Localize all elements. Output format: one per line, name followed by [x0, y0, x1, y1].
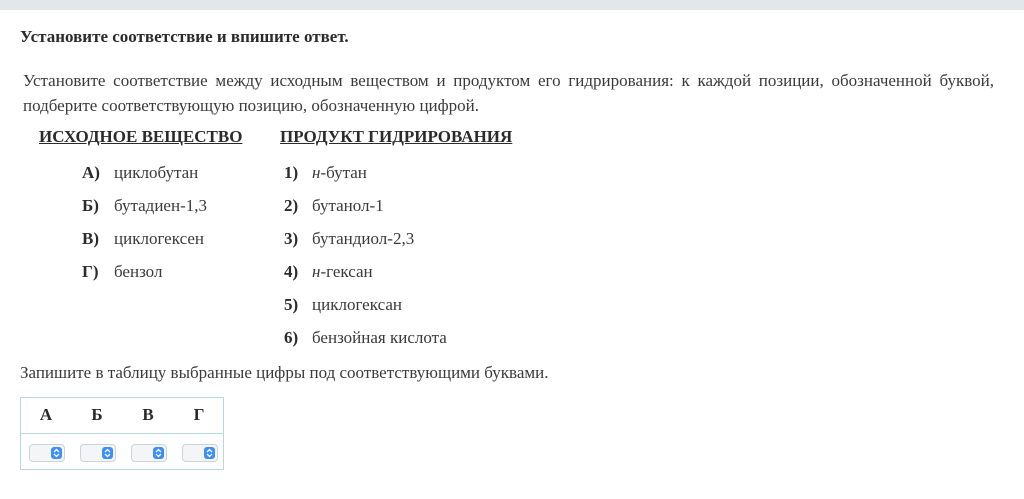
answer-select-a[interactable]	[29, 444, 65, 462]
product-name: циклогексан	[312, 295, 402, 314]
substance-row-v	[82, 227, 204, 251]
substance-name: бутадиен-1,3	[114, 196, 207, 215]
answer-letter-a: А	[39, 405, 53, 424]
answer-select-g[interactable]	[182, 444, 218, 462]
updown-chevron-icon	[51, 447, 62, 459]
product-row-6	[284, 326, 447, 350]
substance-row-g	[82, 260, 162, 284]
updown-chevron-icon	[153, 447, 164, 459]
product-row-4	[284, 260, 373, 284]
substance-letter: В)	[82, 229, 99, 248]
answer-table-header	[21, 398, 223, 434]
product-row-2	[284, 194, 384, 218]
product-number: 1)	[284, 163, 299, 182]
substance-letter: Г)	[82, 262, 99, 281]
substance-row-b	[82, 194, 207, 218]
product-name: бутанол-1	[312, 196, 384, 215]
substance-name: бензол	[114, 262, 163, 281]
answer-letter-v: В	[142, 405, 154, 424]
substance-name: циклогексен	[114, 229, 204, 248]
product-name: бензойная кислота	[312, 328, 447, 347]
task-instruction: Установите соответствие между исходным веществом и продуктом его гидрирования: к каждой позиции, обозначенной буквой, подберите соответствующую позицию, обозначенную цифрой.	[23, 71, 994, 115]
updown-chevron-icon	[102, 447, 113, 459]
answer-table	[20, 397, 224, 470]
substance-letter: А)	[82, 163, 100, 182]
product-number: 5)	[284, 295, 299, 314]
answer-select-v[interactable]	[131, 444, 167, 462]
substance-row-a	[82, 161, 198, 185]
product-number: 4)	[284, 262, 299, 281]
product-name: бутандиол-2,3	[312, 229, 415, 248]
answer-instruction: Запишите в таблицу выбранные цифры под соответствующими буквами.	[20, 363, 549, 382]
product-prefix: н	[312, 262, 321, 281]
product-number: 3)	[284, 229, 299, 248]
top-bar	[0, 0, 1024, 10]
substance-name: циклобутан	[114, 163, 199, 182]
product-name: -гексан	[320, 262, 373, 281]
product-row-1	[284, 161, 367, 185]
task-heading: Установите соответствие и впишите ответ.	[20, 27, 349, 46]
product-prefix: н	[312, 163, 321, 182]
updown-chevron-icon	[204, 447, 215, 459]
product-number: 6)	[284, 328, 299, 347]
answer-letter-b: Б	[91, 405, 103, 424]
product-row-3	[284, 227, 414, 251]
answer-select-b[interactable]	[80, 444, 116, 462]
answer-letter-g: Г	[193, 405, 205, 424]
product-number: 2)	[284, 196, 299, 215]
substance-letter: Б)	[82, 196, 99, 215]
substance-column-header: ИСХОДНОЕ ВЕЩЕСТВО	[39, 127, 243, 146]
product-column-header: ПРОДУКТ ГИДРИРОВАНИЯ	[280, 127, 513, 146]
product-row-5	[284, 293, 402, 317]
product-name: -бутан	[320, 163, 367, 182]
